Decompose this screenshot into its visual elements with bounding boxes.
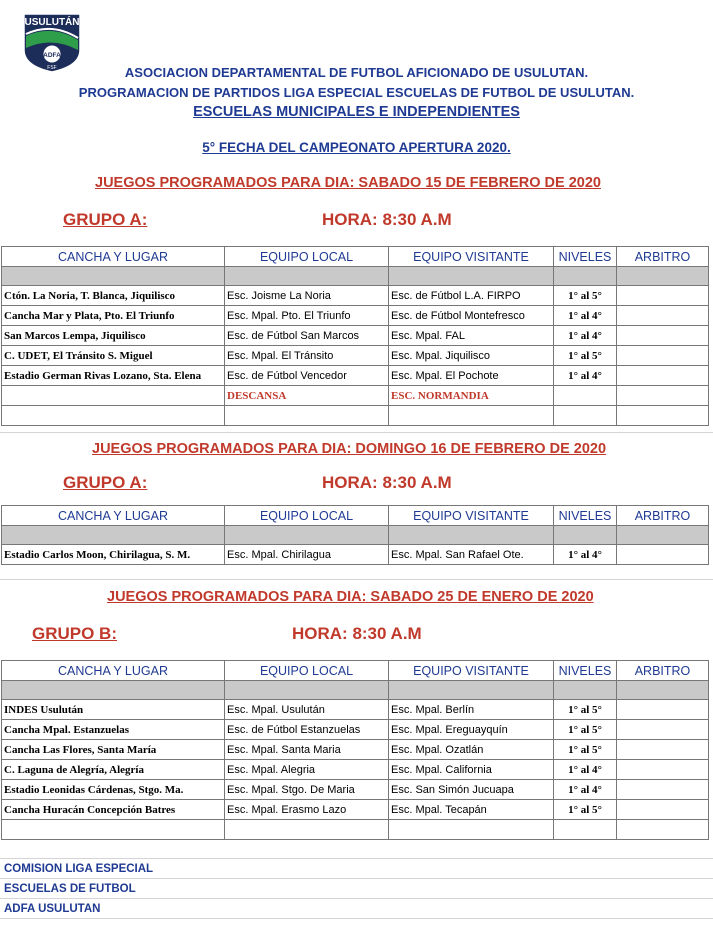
referee-cell	[617, 326, 709, 346]
program-title: PROGRAMACION DE PARTIDOS LIGA ESPECIAL ESCUELAS DE FUTBOL DE USULUTAN.	[78, 85, 635, 100]
place-cell: Cancha Mar y Plata, Pto. El Triunfo	[2, 306, 225, 326]
col-header-referee: ARBITRO	[617, 247, 709, 267]
place-cell: Ctón. La Noria, T. Blanca, Jiquilisco	[2, 286, 225, 306]
table-header-row	[2, 247, 709, 267]
separator-row	[2, 267, 709, 286]
table-row	[2, 740, 709, 760]
local-team-cell: Esc. Mpal. Stgo. De Maria	[225, 780, 389, 800]
col-header-levels: NIVELES	[554, 247, 617, 267]
levels-cell: 1° al 4°	[554, 366, 617, 386]
referee-cell	[617, 306, 709, 326]
table-row	[2, 366, 709, 386]
table-row	[2, 760, 709, 780]
section-2-time: HORA: 8:30 A.M	[322, 473, 452, 492]
visitor-team-cell: Esc. de Fútbol Montefresco	[389, 306, 554, 326]
place-cell: Cancha Mpal. Estanzuelas	[2, 720, 225, 740]
col-header-visitor: EQUIPO VISITANTE	[389, 661, 554, 681]
footer-line-3: ADFA USULUTAN	[4, 903, 101, 915]
referee-cell	[617, 545, 709, 565]
visitor-team-cell: Esc. San Simón Jucuapa	[389, 780, 554, 800]
referee-cell	[617, 740, 709, 760]
visitor-team-cell: Esc. Mpal. San Rafael Ote.	[389, 545, 554, 565]
col-header-local: EQUIPO LOCAL	[225, 661, 389, 681]
col-header-referee: ARBITRO	[617, 506, 709, 526]
place-cell: Estadio Carlos Moon, Chirilagua, S. M.	[2, 545, 225, 565]
table-row	[2, 286, 709, 306]
section-1-group: GRUPO A:	[63, 210, 148, 229]
col-header-place: CANCHA Y LUGAR	[2, 506, 225, 526]
col-header-place: CANCHA Y LUGAR	[2, 661, 225, 681]
table-row	[2, 326, 709, 346]
local-team-cell: Esc. Joisme La Noria	[225, 286, 389, 306]
section-3-group: GRUPO B:	[32, 624, 117, 643]
table-row	[2, 700, 709, 720]
section-2-group: GRUPO A:	[63, 473, 148, 492]
footer-line-2: ESCUELAS DE FUTBOL	[4, 883, 136, 895]
col-header-levels: NIVELES	[554, 661, 617, 681]
levels-cell: 1° al 4°	[554, 780, 617, 800]
association-title: ASOCIACION DEPARTAMENTAL DE FUTBOL AFICIONADO DE USULUTAN.	[124, 65, 589, 80]
col-header-visitor: EQUIPO VISITANTE	[389, 506, 554, 526]
local-team-cell: Esc. Mpal. Erasmo Lazo	[225, 800, 389, 820]
rest-label: DESCANSA	[225, 386, 389, 406]
col-header-local: EQUIPO LOCAL	[225, 247, 389, 267]
place-cell: C. UDET, El Tránsito S. Miguel	[2, 346, 225, 366]
local-team-cell: Esc. Mpal. Pto. El Triunfo	[225, 306, 389, 326]
table-row	[2, 545, 709, 565]
table-row	[2, 306, 709, 326]
col-header-visitor: EQUIPO VISITANTE	[389, 247, 554, 267]
table-row	[2, 780, 709, 800]
levels-cell: 1° al 5°	[554, 700, 617, 720]
levels-cell: 1° al 4°	[554, 326, 617, 346]
referee-cell	[617, 700, 709, 720]
referee-cell	[617, 366, 709, 386]
visitor-team-cell: Esc. Mpal. Ozatlán	[389, 740, 554, 760]
place-cell: Estadio German Rivas Lozano, Sta. Elena	[2, 366, 225, 386]
place-cell: C. Laguna de Alegría, Alegría	[2, 760, 225, 780]
place-cell: INDES Usulután	[2, 700, 225, 720]
section-1-table	[1, 246, 709, 426]
col-header-levels: NIVELES	[554, 506, 617, 526]
levels-cell: 1° al 5°	[554, 720, 617, 740]
rest-row	[2, 386, 709, 406]
levels-cell: 1° al 5°	[554, 346, 617, 366]
levels-cell: 1° al 4°	[554, 760, 617, 780]
visitor-team-cell: Esc. Mpal. FAL	[389, 326, 554, 346]
local-team-cell: Esc. Mpal. Alegria	[225, 760, 389, 780]
table-row	[2, 720, 709, 740]
local-team-cell: Esc. Mpal. Chirilagua	[225, 545, 389, 565]
section-3-day: JUEGOS PROGRAMADOS PARA DIA: SABADO 25 DE ENERO DE 2020	[107, 589, 594, 605]
referee-cell	[617, 780, 709, 800]
local-team-cell: Esc. Mpal. Santa Maria	[225, 740, 389, 760]
levels-cell: 1° al 5°	[554, 800, 617, 820]
visitor-team-cell: Esc. de Fútbol L.A. FIRPO	[389, 286, 554, 306]
visitor-team-cell: Esc. Mpal. Tecapán	[389, 800, 554, 820]
section-3-time: HORA: 8:30 A.M	[292, 624, 422, 643]
place-cell: Cancha Las Flores, Santa María	[2, 740, 225, 760]
table-row	[2, 800, 709, 820]
local-team-cell: Esc. de Fútbol Vencedor	[225, 366, 389, 386]
col-header-place: CANCHA Y LUGAR	[2, 247, 225, 267]
empty-row	[2, 820, 709, 840]
section-1-time: HORA: 8:30 A.M	[322, 210, 452, 229]
visitor-team-cell: Esc. Mpal. Jiquilisco	[389, 346, 554, 366]
visitor-team-cell: Esc. Mpal. Ereguayquín	[389, 720, 554, 740]
table-header-row	[2, 506, 709, 526]
section-3-table	[1, 660, 709, 840]
col-header-local: EQUIPO LOCAL	[225, 506, 389, 526]
levels-cell: 1° al 4°	[554, 545, 617, 565]
footer-line-1: COMISION LIGA ESPECIAL	[4, 863, 154, 875]
logo-badge-text: ADFA	[43, 52, 61, 59]
logo-name-text: USULUTÁN	[24, 17, 80, 28]
empty-row	[2, 406, 709, 426]
section-2-table	[1, 505, 709, 565]
referee-cell	[617, 346, 709, 366]
place-cell: Cancha Huracán Concepción Batres	[2, 800, 225, 820]
section-1-day: JUEGOS PROGRAMADOS PARA DIA: SABADO 15 DE FEBRERO DE 2020	[95, 175, 601, 191]
local-team-cell: Esc. de Fútbol San Marcos	[225, 326, 389, 346]
table-row	[2, 346, 709, 366]
local-team-cell: Esc. Mpal. Usulután	[225, 700, 389, 720]
place-cell: Estadio Leonidas Cárdenas, Stgo. Ma.	[2, 780, 225, 800]
schools-title: ESCUELAS MUNICIPALES E INDEPENDIENTES	[193, 104, 520, 120]
logo-sub-text: FSF	[47, 65, 57, 71]
section-2-day: JUEGOS PROGRAMADOS PARA DIA: DOMINGO 16 DE FEBRERO DE 2020	[92, 441, 607, 457]
rest-team: ESC. NORMANDIA	[389, 386, 554, 406]
table-header-row	[2, 661, 709, 681]
visitor-team-cell: Esc. Mpal. Berlín	[389, 700, 554, 720]
separator-row	[2, 681, 709, 700]
visitor-team-cell: Esc. Mpal. California	[389, 760, 554, 780]
col-header-referee: ARBITRO	[617, 661, 709, 681]
championship-title: 5° FECHA DEL CAMPEONATO APERTURA 2020.	[202, 140, 511, 155]
referee-cell	[617, 760, 709, 780]
local-team-cell: Esc. de Fútbol Estanzuelas	[225, 720, 389, 740]
referee-cell	[617, 800, 709, 820]
visitor-team-cell: Esc. Mpal. El Pochote	[389, 366, 554, 386]
levels-cell: 1° al 4°	[554, 306, 617, 326]
referee-cell	[617, 286, 709, 306]
levels-cell: 1° al 5°	[554, 286, 617, 306]
referee-cell	[617, 720, 709, 740]
separator-row	[2, 526, 709, 545]
levels-cell: 1° al 5°	[554, 740, 617, 760]
place-cell: San Marcos Lempa, Jiquilisco	[2, 326, 225, 346]
local-team-cell: Esc. Mpal. El Tránsito	[225, 346, 389, 366]
